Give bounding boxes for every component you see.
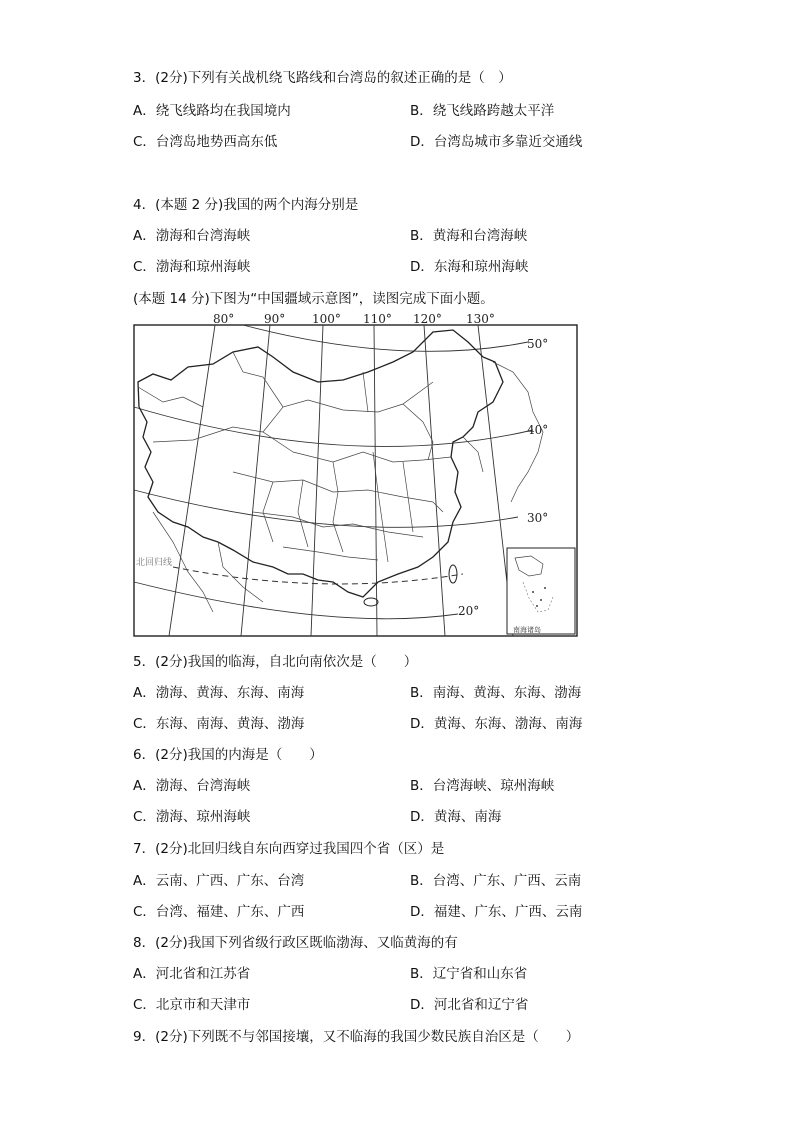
question-6-option-c[interactable]: C．渤海、琼州海峡 bbox=[133, 809, 251, 825]
question-7-option-c[interactable]: C．台湾、福建、广东、广西 bbox=[133, 904, 305, 920]
question-6-option-a[interactable]: A．渤海、台湾海峡 bbox=[133, 778, 251, 794]
inset-label: 南海诸岛 bbox=[513, 626, 541, 634]
tropic-label: 北回归线 bbox=[136, 558, 173, 568]
question-4-option-d[interactable]: D．东海和琼州海峡 bbox=[410, 259, 529, 275]
longitude-label-80: 80° bbox=[213, 312, 235, 326]
latitude-label-50: 50° bbox=[527, 337, 549, 351]
section-intro: (本题 14 分)下图为“中国疆域示意图”，读图完成下面小题。 bbox=[133, 291, 494, 307]
question-8-option-a[interactable]: A．河北省和江苏省 bbox=[133, 966, 251, 982]
longitude-label-100: 100° bbox=[312, 312, 341, 326]
question-8-option-b[interactable]: B．辽宁省和山东省 bbox=[410, 966, 528, 982]
question-4-option-c[interactable]: C．渤海和琼州海峡 bbox=[133, 259, 251, 275]
longitude-label-110: 110° bbox=[363, 312, 392, 326]
question-8-option-c[interactable]: C．北京市和天津市 bbox=[133, 997, 251, 1013]
question-7-stem: 7．(2分)北回归线自东向西穿过我国四个省（区）是 bbox=[133, 841, 445, 857]
question-6-option-d[interactable]: D．黄海、南海 bbox=[410, 809, 502, 825]
question-3-option-a[interactable]: A．绕飞线路均在我国境内 bbox=[133, 103, 291, 119]
question-4-stem: 4．(本题 2 分)我国的两个内海分别是 bbox=[133, 197, 359, 213]
question-6-stem: 6．(2分)我国的内海是（ ） bbox=[133, 747, 323, 763]
question-7-option-b[interactable]: B．台湾、广东、广西、云南 bbox=[410, 873, 582, 889]
question-3-option-b[interactable]: B．绕飞线路跨越太平洋 bbox=[410, 103, 555, 119]
question-5-option-a[interactable]: A．渤海、黄海、东海、南海 bbox=[133, 685, 305, 701]
question-3-stem: 3．(2分)下列有关战机绕飞路线和台湾岛的叙述正确的是（ ） bbox=[133, 70, 512, 86]
latitude-label-30: 30° bbox=[527, 511, 549, 525]
south-china-sea-inset bbox=[507, 548, 575, 634]
question-6-option-b[interactable]: B．台湾海峡、琼州海峡 bbox=[410, 778, 555, 794]
longitude-label-90: 90° bbox=[264, 312, 286, 326]
question-5-stem: 5．(2分)我国的临海，自北向南依次是（ ） bbox=[133, 654, 418, 670]
china-territory-map bbox=[133, 312, 579, 638]
question-3-option-c[interactable]: C．台湾岛地势西高东低 bbox=[133, 134, 278, 150]
question-5-option-d[interactable]: D．黄海、东海、渤海、南海 bbox=[410, 716, 583, 732]
longitude-label-130: 130° bbox=[466, 312, 495, 326]
longitude-label-120: 120° bbox=[413, 312, 442, 326]
question-5-option-c[interactable]: C．东海、南海、黄海、渤海 bbox=[133, 716, 305, 732]
question-7-option-d[interactable]: D．福建、广东、广西、云南 bbox=[410, 904, 583, 920]
question-4-option-a[interactable]: A．渤海和台湾海峡 bbox=[133, 228, 251, 244]
question-5-option-b[interactable]: B．南海、黄海、东海、渤海 bbox=[410, 685, 582, 701]
question-4-option-b[interactable]: B．黄海和台湾海峡 bbox=[410, 228, 528, 244]
question-3-option-d[interactable]: D．台湾岛城市多靠近交通线 bbox=[410, 134, 583, 150]
question-8-stem: 8．(2分)我国下列省级行政区既临渤海、又临黄海的有 bbox=[133, 935, 458, 951]
question-7-option-a[interactable]: A．云南、广西、广东、台湾 bbox=[133, 873, 305, 889]
latitude-label-40: 40° bbox=[527, 423, 549, 437]
question-8-option-d[interactable]: D．河北省和辽宁省 bbox=[410, 997, 529, 1013]
latitude-label-20: 20° bbox=[458, 604, 480, 618]
question-9-stem: 9．(2分)下列既不与邻国接壤，又不临海的我国少数民族自治区是（ ） bbox=[133, 1029, 580, 1045]
